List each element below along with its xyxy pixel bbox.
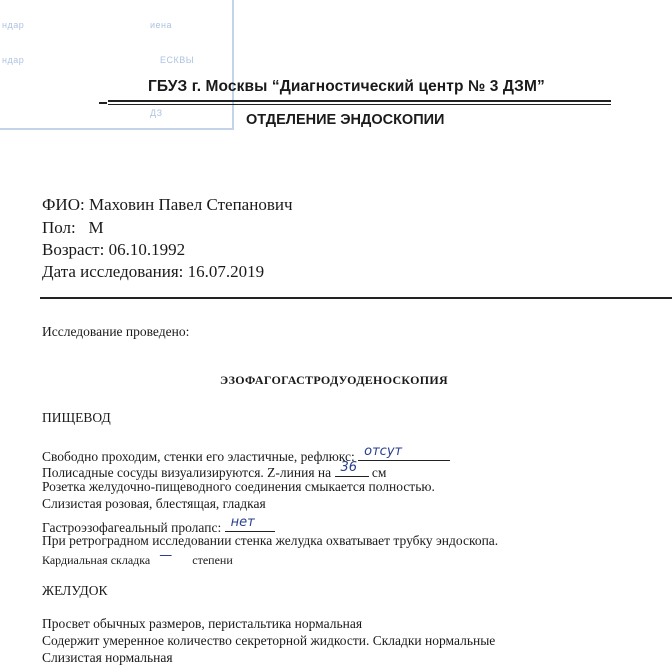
esophagus-line-cardia [42, 550, 233, 568]
zline-text: Полисадные сосуды визуализируются. Z-линия на [42, 465, 332, 480]
stomach-line-lumen: Просвет обычных размеров, перистальтика нормальная [42, 616, 363, 631]
patient-age-label: Возраст: [42, 240, 105, 259]
esophagus-line-rosette: Розетка желудочно-пищеводного соединения смыкается полностью. [42, 479, 435, 494]
patient-name-label: ФИО: [42, 195, 85, 214]
stomach-line-content: Содержит умеренное количество секреторной жидкости. Складки нормальные [42, 633, 496, 648]
patient-name: Маховин Павел Степанович [88, 195, 293, 214]
cardia-handwritten: — [159, 548, 173, 563]
patient-sex-label: Пол: [42, 218, 76, 237]
department-name: ОТДЕЛЕНИЕ ЭНДОСКОПИИ [246, 112, 445, 128]
header-rule [108, 104, 611, 105]
patient-sex-row [42, 218, 104, 238]
patient-sex: М [88, 218, 104, 237]
patient-age-row [42, 240, 185, 260]
header-mark [99, 102, 107, 104]
stomach-line-mucosa: Слизистая нормальная [42, 650, 173, 665]
zline-handwritten: 36 [340, 460, 358, 475]
reflux-text: Свободно проходим, стенки его эластичные, рефлюкс: [42, 449, 355, 464]
stamp-text: иена [150, 20, 173, 30]
cardia-field [153, 550, 189, 564]
cardia-unit: степени [192, 553, 233, 567]
exam-title: ЭЗОФАГОГАСТРОДУОДЕНОСКОПИЯ [220, 373, 449, 387]
conducted-label: Исследование проведено: [42, 324, 190, 339]
zline-field [335, 462, 369, 477]
organization-name: ГБУЗ г. Москвы “Диагностический центр № 3 ДЗМ” [148, 78, 545, 95]
esophagus-line-mucosa: Слизистая розовая, блестящая, гладкая [42, 496, 266, 511]
reflux-field [358, 446, 450, 461]
header-rule [108, 100, 611, 102]
stamp-text: ндар [2, 20, 25, 30]
patient-dob: 06.10.1992 [108, 240, 186, 259]
prolapse-handwritten: нет [230, 515, 255, 530]
zline-unit: см [371, 465, 387, 480]
prolapse-text: Гастроэзофагеальный пролапс: [42, 520, 222, 535]
stamp-text: ЕСКВЫ [160, 55, 195, 65]
prolapse-field [225, 517, 275, 532]
exam-date-row [42, 262, 264, 282]
esophagus-line-retrograde: При ретроградном исследовании стенка желудка охватывает трубку эндоскопа. [42, 533, 499, 548]
esophagus-heading: ПИЩЕВОД [42, 410, 111, 425]
cardia-text: Кардиальная складка [42, 553, 151, 567]
stamp-text: ДЗ [150, 108, 163, 118]
clinic-stamp [0, 0, 234, 130]
exam-date: 16.07.2019 [187, 262, 265, 281]
exam-date-label: Дата исследования: [42, 262, 184, 281]
reflux-handwritten: отсут [364, 444, 403, 459]
section-divider [40, 297, 672, 299]
stamp-text: ндар [2, 55, 25, 65]
patient-name-row [42, 195, 293, 215]
stomach-heading: ЖЕЛУДОК [42, 583, 108, 598]
